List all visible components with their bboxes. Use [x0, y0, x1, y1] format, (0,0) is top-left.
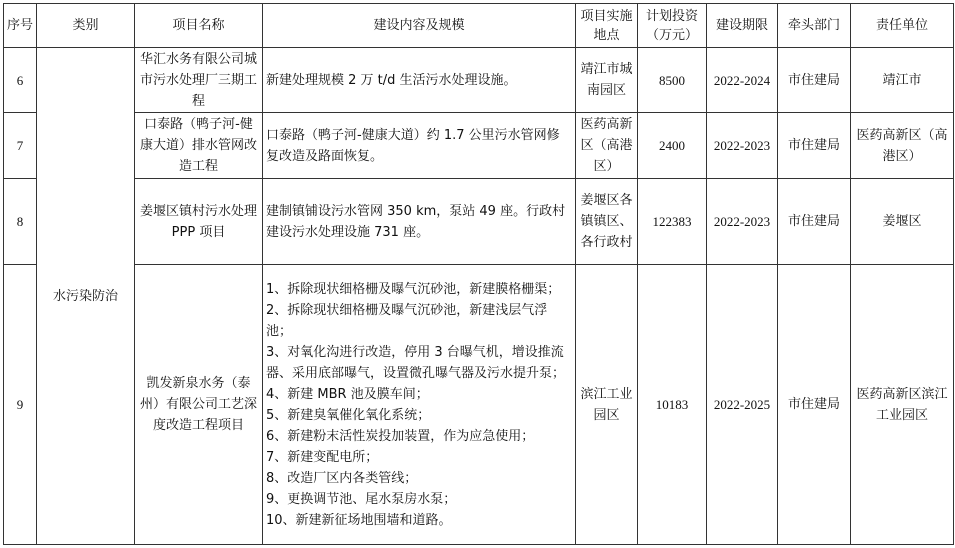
- cell-seq: 9: [4, 265, 37, 545]
- cell-seq: 8: [4, 179, 37, 265]
- cell-location: 医药高新区（高港区）: [576, 113, 638, 179]
- header-row: [4, 4, 954, 48]
- header-seq: 序号: [4, 4, 37, 48]
- header-category: 类别: [37, 4, 135, 48]
- cell-name: 姜堰区镇村污水处理 PPP 项目: [135, 179, 263, 265]
- content-line: 9、更换调节池、尾水泵房水泵；: [266, 491, 457, 507]
- table-row: [4, 48, 954, 113]
- cell-responsible: 医药高新区（高港区）: [851, 113, 954, 179]
- cell-seq: 7: [4, 113, 37, 179]
- cell-investment: 8500: [638, 48, 707, 113]
- cell-investment: 122383: [638, 179, 707, 265]
- cell-location: 姜堰区各镇镇区、各行政村: [576, 179, 638, 265]
- cell-responsible: 姜堰区: [851, 179, 954, 265]
- cell-responsible: 医药高新区滨江工业园区: [851, 265, 954, 545]
- content-line: 1、拆除现状细格栅及曝气沉砂池，新建膜格栅渠；: [266, 281, 561, 297]
- cell-lead-dept: 市住建局: [778, 179, 851, 265]
- cell-content-list: [263, 265, 576, 545]
- cell-lead-dept: 市住建局: [778, 265, 851, 545]
- cell-content: 口泰路（鸭子河-健康大道）约 1.7 公里污水管网修复改造及路面恢复。: [263, 113, 576, 179]
- cell-period: 2022-2023: [707, 113, 778, 179]
- cell-investment: 10183: [638, 265, 707, 545]
- content-line: 7、新建变配电所；: [266, 449, 379, 465]
- cell-location: 靖江市城南园区: [576, 48, 638, 113]
- cell-investment: 2400: [638, 113, 707, 179]
- content-line: 8、改造厂区内各类管线；: [266, 470, 418, 486]
- cell-name: 华汇水务有限公司城市污水处理厂三期工程: [135, 48, 263, 113]
- content-line: 10、新建新征场地围墙和道路。: [266, 512, 452, 528]
- table-row: [4, 179, 954, 265]
- content-line: 6、新建粉末活性炭投加装置，作为应急使用；: [266, 428, 535, 444]
- table-row: [4, 113, 954, 179]
- cell-name: 口泰路（鸭子河-健康大道）排水管网改造工程: [135, 113, 263, 179]
- cell-period: 2022-2024: [707, 48, 778, 113]
- cell-category: 水污染防治: [37, 48, 135, 545]
- cell-period: 2022-2023: [707, 179, 778, 265]
- cell-content: 新建处理规模 2 万 t/d 生活污水处理设施。: [263, 48, 576, 113]
- cell-period: 2022-2025: [707, 265, 778, 545]
- table-row: [4, 265, 954, 545]
- header-investment: 计划投资（万元）: [638, 4, 707, 48]
- content-line: 5、新建臭氧催化氧化系统；: [266, 407, 431, 423]
- cell-content: 建制镇铺设污水管网 350 km，泵站 49 座。行政村建设污水处理设施 731 座。: [263, 179, 576, 265]
- header-location: 项目实施地点: [576, 4, 638, 48]
- cell-lead-dept: 市住建局: [778, 48, 851, 113]
- project-table: [3, 3, 954, 545]
- header-lead-dept: 牵头部门: [778, 4, 851, 48]
- header-period: 建设期限: [707, 4, 778, 48]
- content-line: 2、拆除现状细格栅及曝气沉砂池，新建浅层气浮池；: [266, 302, 548, 339]
- cell-name: 凯发新泉水务（泰州）有限公司工艺深度改造工程项目: [135, 265, 263, 545]
- content-line: 4、新建 MBR 池及膜车间；: [266, 386, 429, 402]
- header-name: 项目名称: [135, 4, 263, 48]
- cell-lead-dept: 市住建局: [778, 113, 851, 179]
- header-content: 建设内容及规模: [263, 4, 576, 48]
- cell-seq: 6: [4, 48, 37, 113]
- content-line: 3、对氧化沟进行改造，停用 3 台曝气机，增设推流器、采用底部曝气，设置微孔曝气器及污水提升泵；: [266, 344, 566, 381]
- cell-responsible: 靖江市: [851, 48, 954, 113]
- header-responsible: 责任单位: [851, 4, 954, 48]
- cell-location: 滨江工业园区: [576, 265, 638, 545]
